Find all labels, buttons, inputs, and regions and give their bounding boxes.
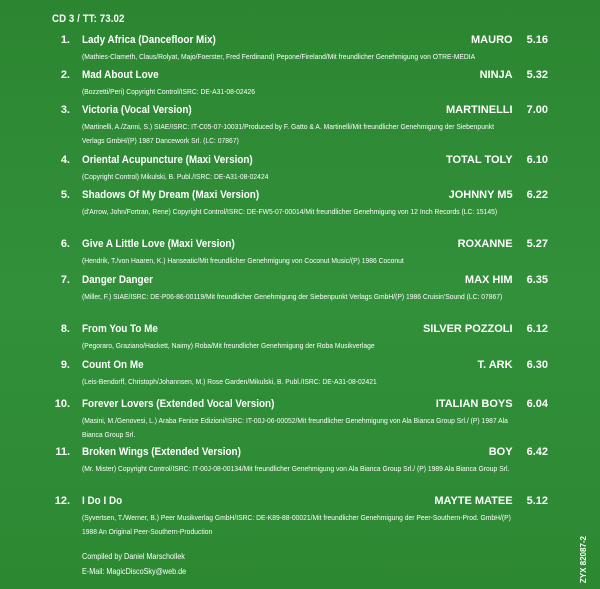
track-time: 6.12 [526,323,548,335]
track-credits: (Hendrik, T./von Haaren, K.) Hanseatic/Mit freundlicher Genehmigung von Coconut Music/(P) 1986 Coconut [82,256,404,265]
track-artist-time [480,69,548,81]
track-title: Count On Me [82,359,144,371]
track-title: Oriental Acupuncture (Maxi Version) [82,154,253,166]
track-credits: (Bozzetti/Peri) Copyright Control/ISRC: DE-A31-08-02426 [82,87,255,96]
cd-header: CD 3 / TT: 73.02 [52,13,125,25]
track-number: 12. [54,495,70,507]
track-credits: (Martinelli, A./Zanni, S.) SIAE/ISRC: IT-C05-07-10031/Produced by F. Gatto & A. Martinelli/Mit freundlicher Genehmigung der Siebenpunkt Verlags GmbH/(P) 1987 Dancework Srl. (LC: 07867) [82,122,494,145]
track-time: 5.16 [526,34,548,46]
track-time: 5.32 [526,69,548,81]
track-title: Lady Africa (Dancefloor Mix) [82,34,216,46]
compiled-by: Compiled by Daniel Marschollek [82,552,185,561]
track-artist-time [446,154,548,166]
track-number: 4. [60,154,70,166]
track-artist: NINJA [479,69,513,81]
track-artist-time [458,238,548,250]
track-artist-time [489,446,548,458]
track-artist-time [471,34,548,46]
track-credits: (Miller, F.) SIAE/ISRC: DE-P06-86-00119/Mit freundlicher Genehmigung der Siebenpunkt Verlags GmbH/(P) 1986 Cruisin'Sound (LC: 07867) [82,292,503,301]
contact-email: E-Mail: MagicDiscoSky@web.de [82,567,187,576]
track-title: Victoria (Vocal Version) [82,104,192,116]
track-number: 10. [54,398,70,410]
track-title: Mad About Love [82,69,159,81]
footer [82,549,186,579]
track-artist: BOY [488,446,513,458]
track-artist-time [446,104,548,116]
track-credits: (Syvertsen, T./Werner, B.) Peer Musikverlag GmbH/ISRC: DE-K89-88-00021/Mit freundlicher Genehmigung der Peer-Southern-Prod. GmbH/(P) 1988 An Original Peer-Southern-Production [82,513,511,536]
track-artist: MAX HIM [464,274,513,286]
track-time: 6.04 [526,398,548,410]
track-number: 9. [60,359,70,371]
track-time: 6.42 [526,446,548,458]
track-number: 2. [60,69,70,81]
track-artist-time [465,274,548,286]
track-time: 6.30 [526,359,548,371]
track-time: 5.12 [526,495,548,507]
track-title: From You To Me [82,323,158,335]
track-artist: ITALIAN BOYS [435,398,513,410]
track-artist-time [423,323,548,335]
track-credits: (Mr. Mister) Copyright Control/ISRC: IT-00J-08-00134/Mit freundlicher Genehmigung von Ala Bianca Group Srl./ (P) 1989 Ala Bianca Group Srl. [82,464,510,473]
track-artist: SILVER POZZOLI [422,323,513,335]
track-artist: MAYTE MATEE [434,495,513,507]
track-number: 6. [60,238,70,250]
track-number: 11. [55,446,70,458]
track-title: Danger Danger [82,274,153,286]
track-credits: (Copyright Control) Mikulski, B. Publ./ISRC: DE-A31-08-02424 [82,172,269,181]
track-time: 5.27 [526,238,548,250]
track-credits: (d'Arrow, John/Fortran, Rene) Copyright Control/ISRC: DE-FW5-07-00014/Mit freundlicher Genehmigung von 12 Inch Records (LC: 15145) [82,207,498,216]
track-number: 5. [60,189,70,201]
track-time: 6.22 [526,189,548,201]
track-title: Forever Lovers (Extended Vocal Version) [82,398,275,410]
track-title: Give A Little Love (Maxi Version) [82,238,235,250]
track-credits: (Pegoraro, Graziano/Hackett, Naimy) Roba/Mit freundlicher Genehmigung der Roba Musikverlage [82,341,375,350]
track-credits: (Leis-Bendorff, Christoph/Johannsen, M.) Rose Garden/Mikulski, B. Publ./ISRC: DE-A31-08-02421 [82,377,377,386]
track-artist: ROXANNE [457,238,513,250]
catalog-number: ZYX 82087-2 [579,536,588,584]
track-artist: MARTINELLI [445,104,513,116]
track-artist-time [436,398,548,410]
track-artist-time [449,189,548,201]
track-time: 6.10 [526,154,548,166]
track-number: 1. [60,34,70,46]
track-title: Shadows Of My Dream (Maxi Version) [82,189,260,201]
track-artist: TOTAL TOLY [445,154,513,166]
track-number: 8. [60,323,70,335]
track-artist-time [434,495,548,507]
track-time: 7.00 [526,104,548,116]
track-number: 7. [60,274,70,286]
track-artist: T. ARK [477,359,513,371]
track-title: I Do I Do [82,495,123,507]
track-artist-time [478,359,548,371]
track-number: 3. [60,104,70,116]
track-credits: (Masini, M./Genovesi, L.) Araba Fenice Edizioni/ISRC: IT-00J-06-00052/Mit freundlicher Genehmigung von Ala Bianca Group Srl./ (P) 1987 Ala Bianca Group Srl. [82,416,508,439]
track-credits: (Mathies-Clameth, Claus/Rolyat, Majo/Foerster, Fred Ferdinand) Pepone/Fireland/Mit freundlicher Genehmigung von OTRE-MEDIA [82,52,476,61]
track-artist: MAURO [471,34,513,46]
track-title: Broken Wings (Extended Version) [82,446,241,458]
track-time: 6.35 [526,274,548,286]
track-artist: JOHNNY M5 [448,189,513,201]
